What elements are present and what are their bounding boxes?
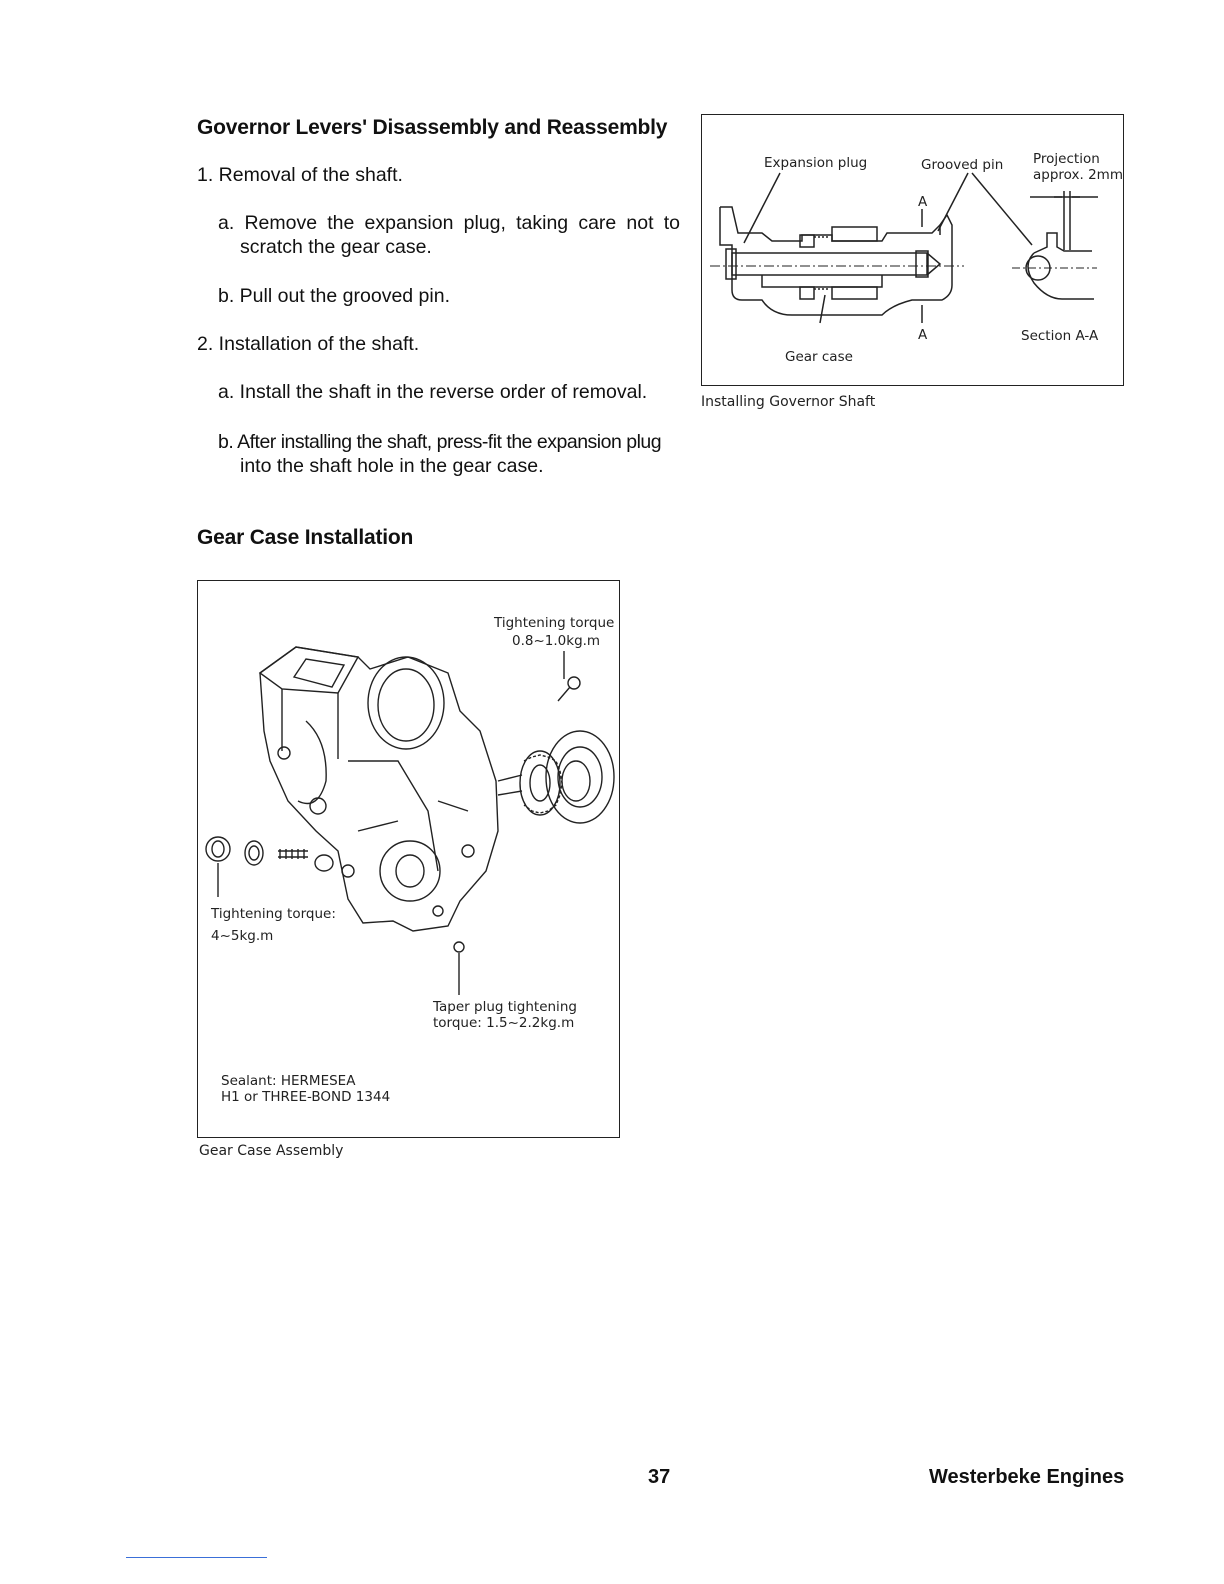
step-2b-line1: b. After installing the shaft, press-fit the expansion plug <box>218 431 662 453</box>
label-expansion-plug: Expansion plug <box>764 155 868 171</box>
label-grooved-pin: Grooved pin <box>921 157 1004 173</box>
section-heading-governor: Governor Levers' Disassembly and Reassembly <box>197 116 668 139</box>
figure-caption-gear-case: Gear Case Assembly <box>199 1143 344 1159</box>
label-taper-plug-1: Taper plug tightening <box>433 999 577 1015</box>
label-gear-case: Gear case <box>785 349 853 365</box>
page-number: 37 <box>648 1466 671 1488</box>
label-torque-left-1: Tightening torque: <box>211 906 336 922</box>
label-torque-left-2: 4~5kg.m <box>211 928 274 944</box>
label-torque-top-2: 0.8~1.0kg.m <box>512 633 601 649</box>
step-1b-text: b. Pull out the grooved pin. <box>218 285 450 307</box>
figure-gear-case-assembly <box>197 580 620 1138</box>
step-1a-line2: scratch the gear case. <box>240 236 432 258</box>
step-1a-line1: a. Remove the expansion plug, taking care not to <box>218 212 680 234</box>
label-sealant-1: Sealant: HERMESEA <box>221 1073 356 1089</box>
section-heading-gear-case: Gear Case Installation <box>197 526 414 549</box>
step-2a-text: a. Install the shaft in the reverse order of removal. <box>218 381 648 403</box>
footer-rule <box>126 1557 267 1558</box>
label-section-mark-top: A <box>918 194 928 210</box>
footer-brand: Westerbeke Engines <box>929 1466 1125 1488</box>
gear-case-drawing <box>198 581 619 1137</box>
label-projection-1: Projection <box>1033 151 1100 167</box>
label-projection-2: approx. 2mm <box>1033 167 1123 183</box>
step-2-text: 2. Installation of the shaft. <box>197 333 420 355</box>
label-taper-plug-2: torque: 1.5~2.2kg.m <box>433 1015 575 1031</box>
label-section-a-a: Section A-A <box>1021 328 1099 344</box>
figure-caption-governor-shaft: Installing Governor Shaft <box>701 394 876 410</box>
step-2b-line2: into the shaft hole in the gear case. <box>240 455 544 477</box>
label-section-mark-bottom: A <box>918 327 928 343</box>
label-sealant-2: H1 or THREE-BOND 1344 <box>221 1089 391 1105</box>
figure-governor-shaft <box>701 114 1124 386</box>
label-torque-top-1: Tightening torque <box>494 615 615 631</box>
step-1-text: 1. Removal of the shaft. <box>197 164 403 186</box>
